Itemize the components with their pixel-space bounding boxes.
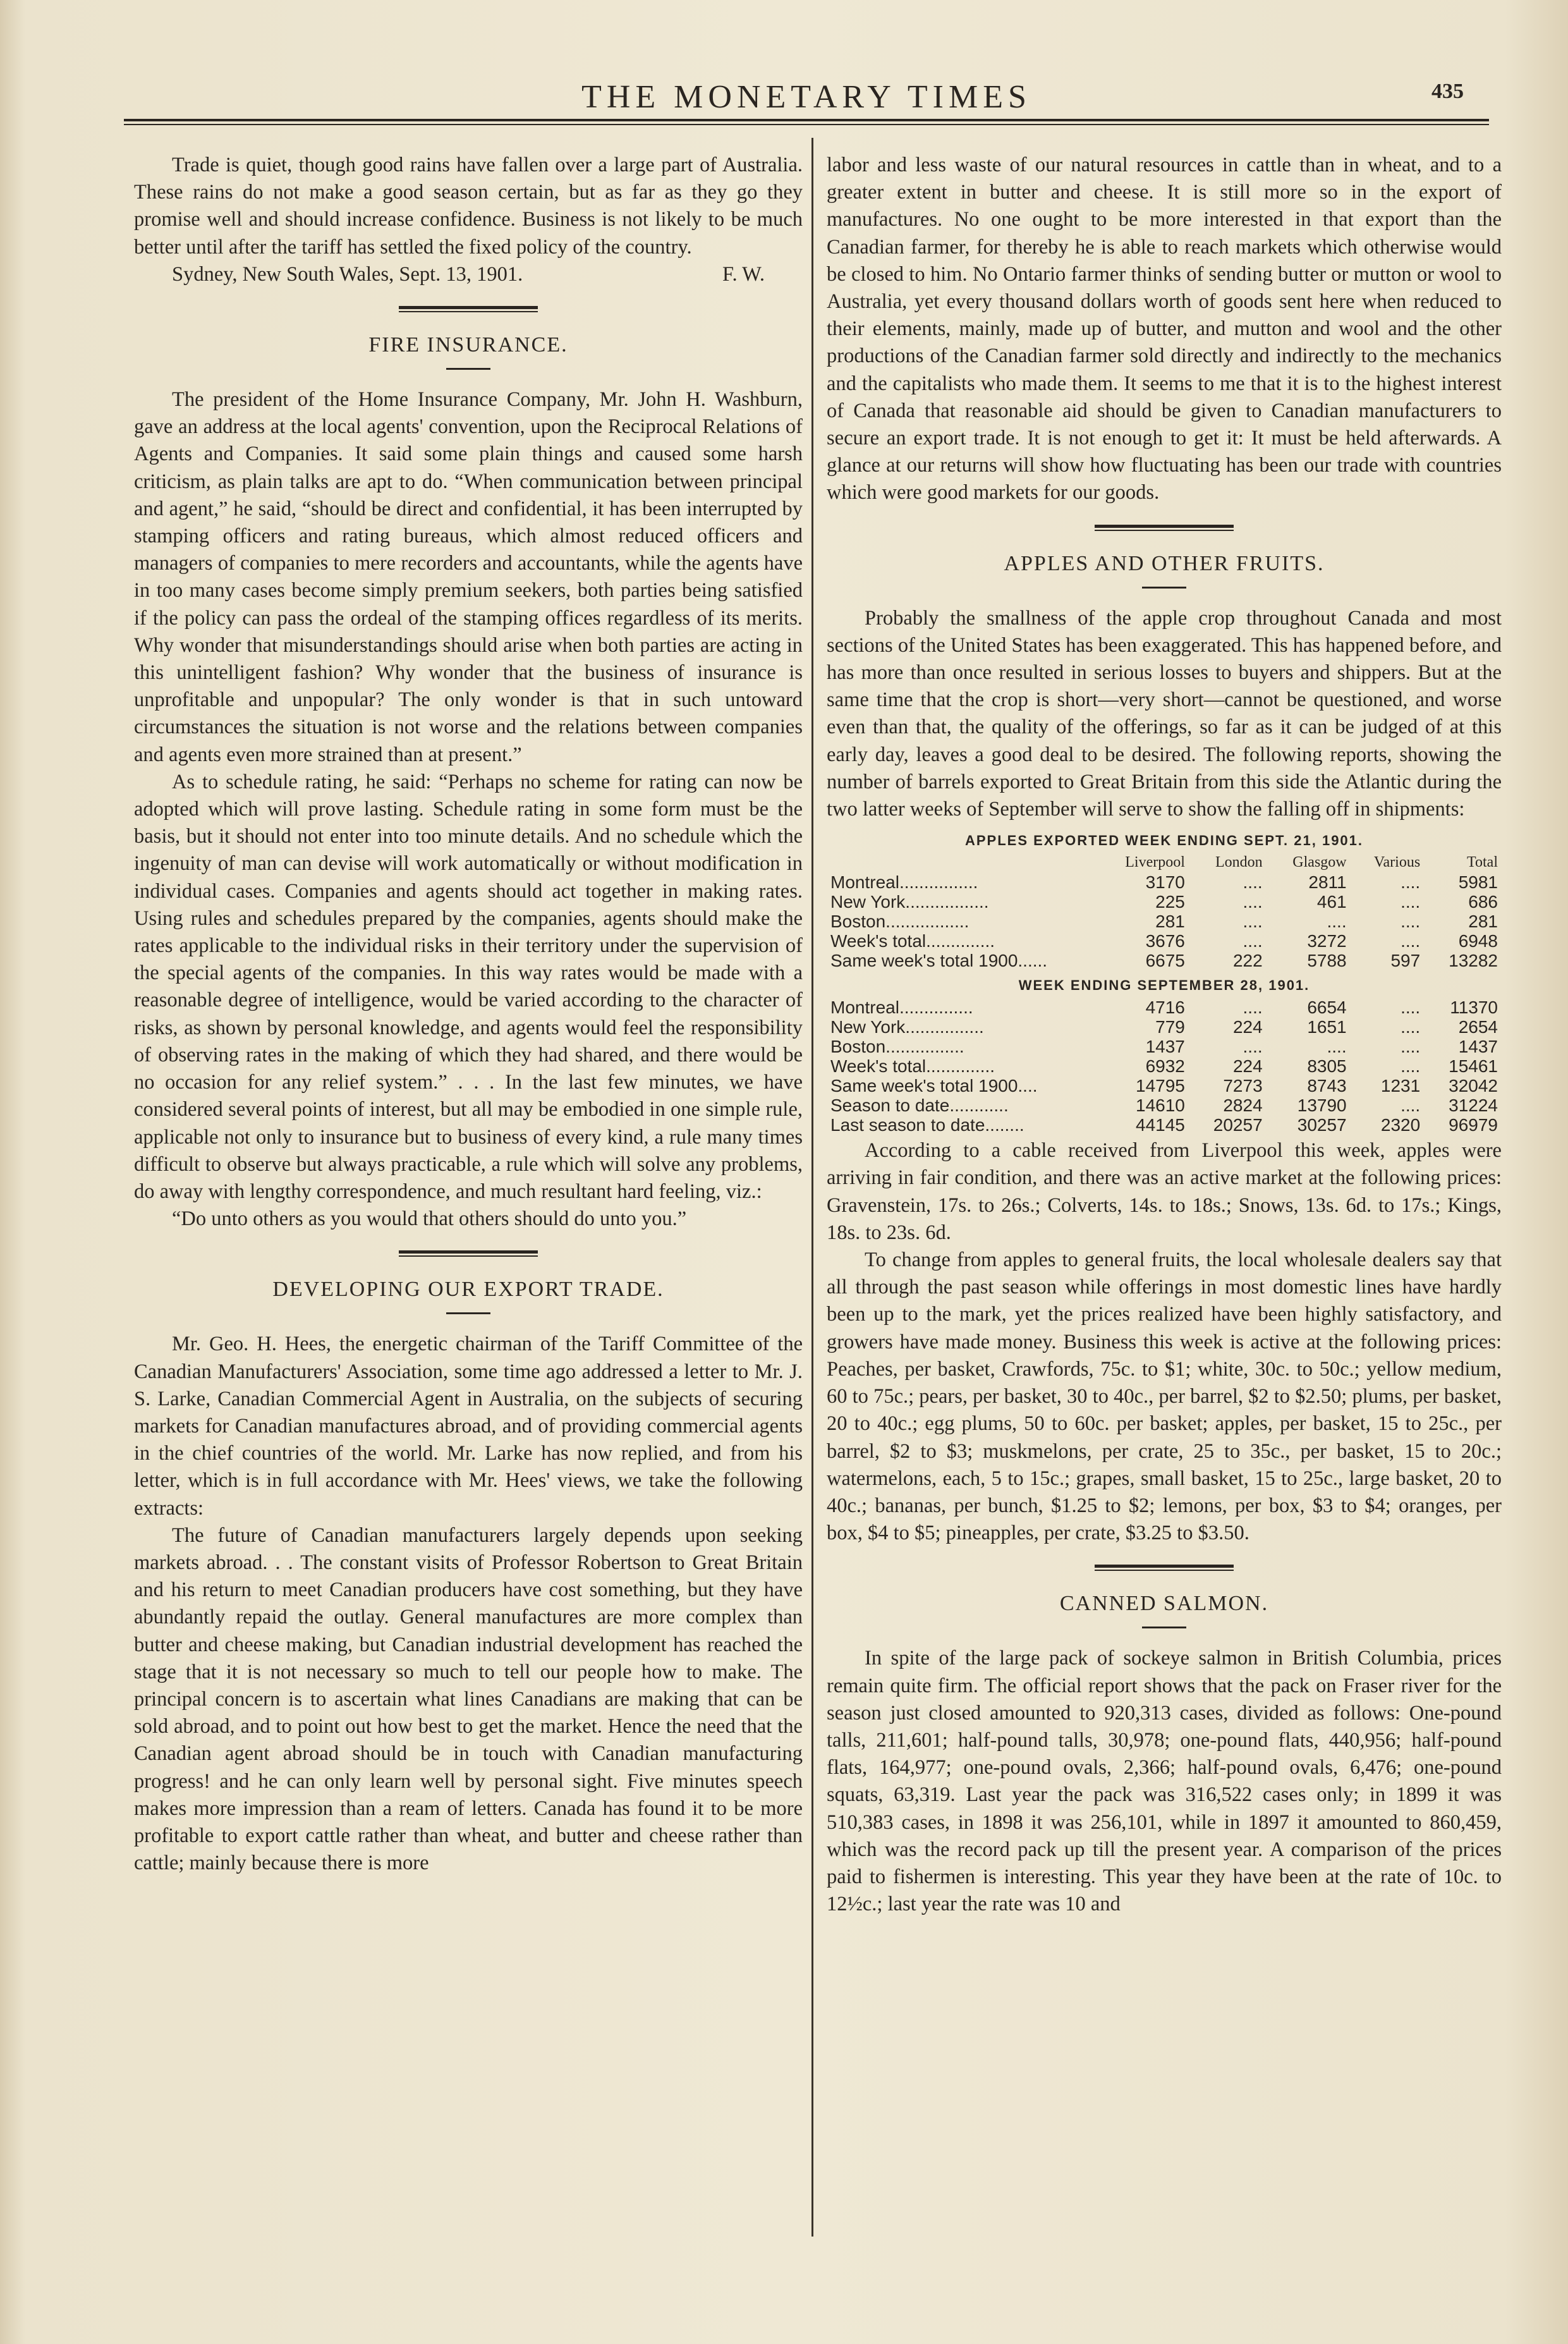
table-cell: 96979 (1449, 1115, 1498, 1135)
table-cell: 14610 (1136, 1096, 1185, 1116)
table-cell: .... (1401, 1096, 1421, 1116)
table-cell: 3676 (1145, 931, 1185, 951)
table-cell: 31224 (1449, 1096, 1498, 1116)
table-cell: 15461 (1449, 1056, 1498, 1077)
table-cell: 13790 (1297, 1096, 1347, 1116)
row-label: Week's total.............. (830, 1056, 995, 1077)
table-cell: .... (1401, 912, 1421, 932)
canned-salmon-heading: CANNED SALMON. (1059, 1592, 1269, 1616)
table-row (827, 1096, 1502, 1115)
australia-paragraph: Trade is quiet, though good rains have fallen over a large part of Australia. These rains do not make a good season certain, but as far as they go they promise well and should increase confidence. Business is not likely to be much better until after the tariff has settled the fixed policy of the country. (134, 154, 803, 259)
export-trade-paragraph-2: The future of Canadian manufacturers largely depends upon seeking markets abroad. . . The constant visits of Professor Robertson to Great Britain and his return to meet Canadian producers have cost something, but they have abundantly repaid the outlay. General manufactures are more complex than butter and cheese making, but Canadian industrial development has reached the stage that it is not necessary so much to tell our people how to make. The principal concern is to ascertain what lines Canadians are making that can be sold abroad, and to point out how best to get the market. Hence the need that the Canadian agent abroad should be in touch with Canadian manufacturing progress! and he can only learn well by personal sight. Five minutes speech makes more impression than a ream of letters. Canada has found it to be more profitable to export cattle rather than wheat, and butter and cheese rather than cattle; mainly because there is more (134, 1523, 803, 1875)
table-row (827, 931, 1502, 951)
table-cell: 44145 (1136, 1115, 1185, 1135)
table-cell: 224 (1232, 1056, 1263, 1077)
author-initials: F. W. (722, 262, 765, 286)
column-header: Glasgow (1292, 854, 1347, 871)
row-label: Montreal............... (830, 998, 973, 1018)
row-label: Last season to date........ (830, 1115, 1024, 1135)
table-row (827, 1017, 1502, 1037)
table-cell: .... (1401, 1056, 1421, 1077)
table-cell: 2824 (1223, 1096, 1263, 1116)
row-label: New York................. (830, 892, 989, 912)
heading-dash (1142, 1627, 1186, 1628)
table-cell: 1437 (1145, 1037, 1185, 1057)
table-cell: 8305 (1307, 1056, 1347, 1077)
row-label: Season to date............ (830, 1096, 1009, 1116)
table-row (827, 1076, 1502, 1096)
table-row (827, 912, 1502, 931)
table-cell: 6948 (1458, 931, 1498, 951)
table-cell: 2320 (1380, 1115, 1421, 1135)
table-cell: 5788 (1307, 951, 1347, 971)
apples-paragraph-1: Probably the smallness of the apple crop throughout Canada and most sections of the United States has been exaggerated. This has happened before, and has more than once resulted in serious losses to buyers and shippers. But at the same time that the crop is short—very short—cannot be questioned, and worse even than that, the quality of the offerings, so far as it can be judged of at this early day, leaves a good deal to be desired. The following reports, showing the number of barrels exported to Great Britain from this side the Atlantic during the two latter weeks of September will serve to show the falling off in shipments: (827, 606, 1502, 821)
page-number: 435 (1431, 80, 1464, 103)
table-cell: 1437 (1458, 1037, 1498, 1057)
row-label: Montreal................ (830, 872, 978, 893)
table-cell: 2654 (1458, 1017, 1498, 1037)
fire-insurance-quote: “Do unto others as you would that others should do unto you.” (172, 1207, 687, 1231)
export-trade-paragraph-1: Mr. Geo. H. Hees, the energetic chairman of the Tariff Committee of the Canadian Manufacturers' Association, some time ago addressed a letter to Mr. J. S. Larke, Canadian Commercial Agent in Australia, on the subjects of securing markets for Canadian manufactures abroad, and of providing commercial agents in the chief countries of the world. Mr. Larke has now replied, and from his letter, which is in full accordance with Mr. Hees' views, we take the following extracts: (134, 1333, 803, 1520)
table-cell: 6654 (1307, 998, 1347, 1018)
column-header: London (1215, 854, 1263, 871)
table-cell: 13282 (1449, 951, 1498, 971)
row-label: Same week's total 1900.... (830, 1076, 1038, 1096)
table-row (827, 1056, 1502, 1076)
apples-exported-table (827, 826, 1502, 1135)
table-cell: 1651 (1307, 1017, 1347, 1037)
column-divider (811, 138, 813, 2237)
table-cell: 281 (1155, 912, 1185, 932)
table-cell: 20257 (1213, 1115, 1263, 1135)
table-cell: .... (1243, 872, 1263, 893)
table-cell: 779 (1155, 1017, 1185, 1037)
publication-title: THE MONETARY TIMES (581, 79, 1031, 115)
masthead-rule (124, 119, 1489, 125)
table-cell: 32042 (1449, 1076, 1498, 1096)
table-cell: .... (1401, 1037, 1421, 1057)
table-cell: 6675 (1145, 951, 1185, 971)
row-label: Week's total.............. (830, 931, 995, 951)
export-trade-heading: DEVELOPING OUR EXPORT TRADE. (272, 1278, 664, 1302)
apples-paragraph-3: To change from apples to general fruits, the local wholesale dealers say that all through the past season while offerings in most domestic lines have hardly been up to the mark, yet the prices realized have been highly satisfactory, and growers have made money. Business this week is active at the following prices: Peaches, per basket, Crawfords, 75c. to $1; white, 30c. to 50c.; yellow medium, 60 to 75c.; pears, per basket, 30 to 40c., per barrel, $2 to $2.50; plums, per basket, 20 to 40c.; egg plums, 50 to 60c. per basket; apples, per basket, 15 to 25c., per barrel, $2 to $3; muskmelons, per crate, 25 to 35c., per basket, 15 to 20c.; watermelons, each, 5 to 15c.; grapes, small basket, 15 to 25c., large basket, 20 to 40c.; bananas, per bunch, $1.25 to $2; lemons, per box, $3 to $4; oranges, per box, $4 to $5; pineapples, per crate, $3.25 to $3.50. (827, 1248, 1502, 1545)
table-caption-week-1: APPLES EXPORTED WEEK ENDING SEPT. 21, 1901. (964, 833, 1364, 849)
table-cell: .... (1401, 998, 1421, 1018)
section-separator (1095, 525, 1234, 531)
export-trade-continued: labor and less waste of our natural resources in cattle than in wheat, and to a greater extent in butter and cheese. It is still more so in the export of manufactures. No one ought to be more interested in that export than the Canadian farmer, for thereby he is able to reach markets which otherwise would be closed to him. No Ontario farmer thinks of sending butter or mutton or wool to Australia, yet every thousand dollars worth of goods sent here when reduced to their elements, mainly, made up of butter, and mutton and wool and the other productions of the Canadian farmer sold directly and indirectly to the mechanics and the capitalists who made them. It seems to me that it is to the highest interest of Canada that reasonable aid should be given to Canadian manufacturers to secure an export trade. It is not enough to get it: It must be held afterwards. A glance at our returns will show how fluctuating has been our trade with countries which were good markets for our goods. (827, 154, 1502, 504)
table-row (827, 872, 1502, 892)
table-cell: 11370 (1450, 998, 1498, 1018)
table-cell: 222 (1232, 951, 1263, 971)
table-cell: .... (1401, 892, 1421, 912)
table-row (827, 1115, 1502, 1135)
table-cell: 461 (1316, 892, 1347, 912)
row-label: Boston................ (830, 1037, 964, 1057)
table-cell: 225 (1155, 892, 1185, 912)
fire-insurance-paragraph-2: As to schedule rating, he said: “Perhaps no scheme for rating can now be adopted which will prove lasting. Schedule rating in some form must be the basis, but it should not enter into too minute details. And no schedule which the ingenuity of man can devise will work automatically or without modification in individual cases. Companies and agents should act together in making rates. Using rules and schedules prepared by the companies, agents should make the rates applicable to the individual risks in their territory under the supervision of the special agents of the companies. In this way rates would be made with a reasonable degree of intelligence, would be varied according to the character of risks, as shown by personal knowledge, and agents would feel the responsibility of observing rates in the making of which they had shared, and there would be no occasion for any relief system.” . . . In the last few minutes, we have considered several points of interest, but all may be embodied in one simple rule, applicable not only to insurance but to business of every kind, a rule many times difficult to observe but always practicable, a rule which will solve any problems, do away with lengthy correspondence, and much resultant hard feeling, viz.: (134, 770, 803, 1203)
table-row (827, 892, 1502, 912)
column-header: Various (1373, 854, 1421, 871)
table-cell: 597 (1390, 951, 1421, 971)
table-cell: 2811 (1308, 872, 1347, 893)
apples-heading: APPLES AND OTHER FRUITS. (1004, 551, 1325, 575)
row-label: Boston................. (830, 912, 969, 932)
table-cell: .... (1243, 1037, 1263, 1057)
table-cell: 30257 (1297, 1115, 1347, 1135)
table-cell: 8743 (1307, 1076, 1347, 1096)
table-cell: 14795 (1136, 1076, 1185, 1096)
dateline-text: Sydney, New South Wales, Sept. 13, 1901. (172, 262, 523, 286)
right-column (827, 152, 1502, 1918)
table-cell: .... (1401, 931, 1421, 951)
left-column (134, 152, 803, 1877)
apples-paragraph-2: According to a cable received from Liverpool this week, apples were arriving in fair condition, and there was an active market at the following prices: Gravenstein, 17s. to 26s.; Colverts, 14s. to 18s.; Snows, 13s. 6d. to 17s.; Kings, 18s. to 23s. 6d. (827, 1139, 1502, 1244)
table-row (827, 951, 1502, 970)
table-header-row (827, 853, 1502, 872)
row-label: New York................ (830, 1017, 984, 1037)
section-separator (399, 1250, 538, 1257)
row-label: Same week's total 1900...... (830, 951, 1048, 971)
fire-insurance-paragraph-1: The president of the Home Insurance Company, Mr. John H. Washburn, gave an address at the local agents' convention, upon the Reciprocal Relations of Agents and Companies. It said some plain things and caused some harsh criticism, as plain talks are apt to do. “When communication between principal and agent,” he said, “should be direct and confidential, it has been interrupted by stamping officers and rating bureaus, which almost reduced officers and managers of companies to mere recorders and accountants, while the agents have in too many cases become simply premium seekers, both parties being satisfied if the policy can pass the ordeal of the stamping offices regardless of its merits. Why wonder that misunderstandings should arise when both parties are acting in this unintelligent fashion? Why wonder that the business of insurance is unprofitable and unpopular? The only wonder is that in such untoward circumstances the situation is not worse and the relations between companies and agents even more strained than at present.” (134, 388, 803, 766)
fire-insurance-heading: FIRE INSURANCE. (368, 333, 568, 357)
table-cell: .... (1243, 931, 1263, 951)
table-cell: 7273 (1223, 1076, 1263, 1096)
table-row (827, 1037, 1502, 1056)
heading-dash (1142, 587, 1186, 589)
table-cell: .... (1243, 998, 1263, 1018)
section-separator (399, 306, 538, 312)
dateline (134, 261, 803, 288)
table-cell: .... (1327, 912, 1347, 932)
table-cell: 224 (1232, 1017, 1263, 1037)
table-cell: .... (1401, 1017, 1421, 1037)
table-cell: .... (1243, 892, 1263, 912)
table-row (827, 998, 1502, 1017)
table-cell: 1231 (1380, 1076, 1421, 1096)
section-separator (1095, 1565, 1234, 1571)
masthead (124, 75, 1489, 119)
heading-dash (446, 1312, 490, 1314)
table-caption-week-2: WEEK ENDING SEPTEMBER 28, 1901. (1018, 977, 1310, 994)
column-header: Total (1467, 854, 1498, 871)
column-header: Liverpool (1125, 854, 1185, 871)
table-cell: 686 (1468, 892, 1498, 912)
table-cell: .... (1243, 912, 1263, 932)
table-cell: 6932 (1145, 1056, 1185, 1077)
table-cell: 3272 (1307, 931, 1347, 951)
table-cell: 281 (1468, 912, 1498, 932)
table-cell: .... (1327, 1037, 1347, 1057)
heading-dash (446, 368, 490, 370)
table-cell: 4716 (1145, 998, 1185, 1018)
table-cell: 5981 (1458, 872, 1498, 893)
canned-salmon-paragraph: In spite of the large pack of sockeye salmon in British Columbia, prices remain quite firm. The official report shows that the pack on Fraser river for the season just closed amounted to 920,313 cases, divided as follows: One-pound talls, 211,601; half-pound talls, 30,978; one-pound flats, 440,956; half-pound flats, 164,977; one-pound ovals, 2,366; half-pound ovals, 6,476; one-pound squats, 63,319. Last year the pack was 316,522 cases only; in 1899 it was 510,383 cases, in 1898 it was 256,101, while in 1897 it amounted to 860,459, which was the record pack up till the present year. A comparison of the prices paid to fishermen is interesting. This year they have been at the rate of 10c. to 12½c.; last year the rate was 10 and (827, 1647, 1502, 1916)
table-cell: 3170 (1145, 872, 1185, 893)
table-cell: .... (1401, 872, 1421, 893)
